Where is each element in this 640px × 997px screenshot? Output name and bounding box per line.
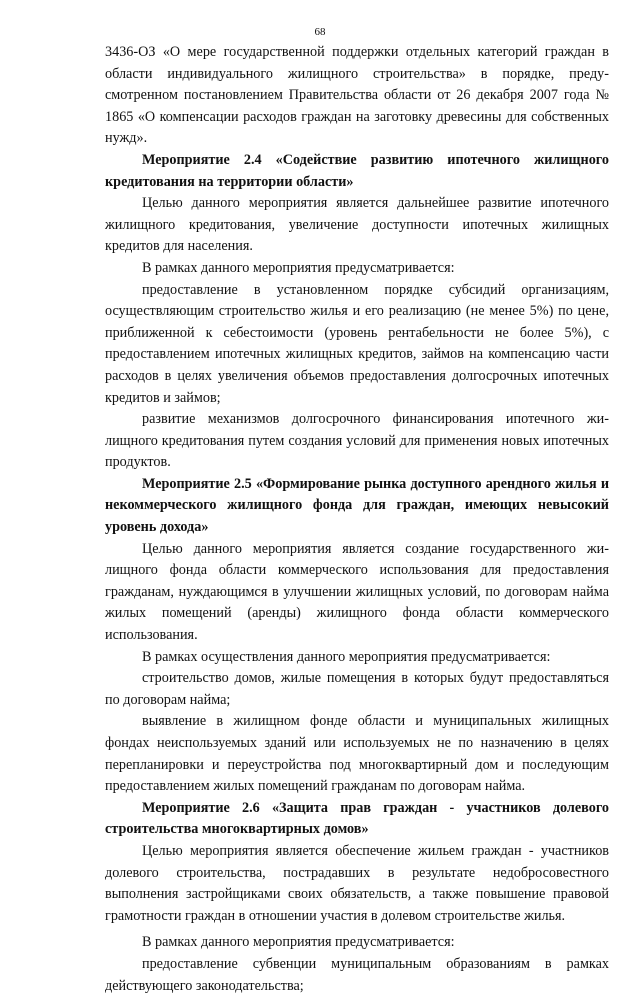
paragraph-continuation: 3436-ОЗ «О мере государственной поддержки отдельных категорий граждан в области индивидуального жилищного строительства» в порядке, предусмотренном постановлением Правительства области от 26 декабря 2007 года № 1865 «О компенсации расходов граждан на заготовку древесины для собственных нужд». — [105, 44, 609, 147]
list-item-subsidies: предоставление в установленном порядке субсидий организациям, осуществляющим строительство жилья и его реализацию (не менее 5%) по цене, приближенной к себестоимости (уровень рентабельности не более 5%), с предоставлением ипотечных жилищных кредитов, займов на компенсацию части расходов в целях увеличения объемов предоставления долгосрочных ипотечных кредитов и займов; — [105, 281, 609, 406]
list-item-identification: выявление в жилищном фонде области и муниципальных жилищных фондах неиспользуемых зданий или используемых не по назначению в целях перепланировки и переустройства под многоквартирный дом и последующим предоставлением жилых помещений гражданам по договорам найма. — [105, 713, 609, 795]
list-item-mechanisms: развитие механизмов долгосрочного финансирования ипотечного жилищного кредитования путем создания условий для применения новых ипотечных продуктов. — [105, 411, 609, 471]
list-item-construction: строительство домов, жилые помещения в которых будут предоставляться по договорам найма; — [105, 670, 609, 708]
heading-measure-2-6: Мероприятие 2.6 «Защита прав граждан - участников долевого строительства многоквартирных домов» — [105, 799, 609, 838]
document-body — [105, 42, 609, 997]
page-number: 68 — [314, 26, 326, 38]
paragraph-goal-2-4: Целью данного мероприятия является дальнейшее развитие ипотечного жилищного кредитования, увеличение доступности ипотечных жилищных кредитов для населения. — [105, 195, 609, 255]
paragraph-goal-2-5: Целью данного мероприятия является создание государственного жилищного фонда области коммерческого использования для предоставления гражданам, нуждающимся в улучшении жилищных условий, по договорам найма жилых помещений (аренды) жилищного фонда области коммерческого использования. — [105, 540, 609, 644]
list-item-subvention: предоставление субвенции муниципальным образованиям в рамках действующего законодательства; — [105, 955, 609, 994]
paragraph-goal-2-6: Целью мероприятия является обеспечение жильем граждан - участников долевого строительства, пострадавших в результате недобросовестного выполнения застройщиками своих обязательств, а также повышение правовой грамотности граждан в отношении участия в долевом строительстве жилья. — [105, 842, 609, 924]
paragraph-provides-2-5: В рамках осуществления данного мероприятия предусматривается: — [142, 648, 551, 665]
heading-measure-2-4: Мероприятие 2.4 «Содействие развитию ипотечного жилищного кредитования на территории области» — [105, 151, 609, 190]
paragraph-provides-2-4: В рамках данного мероприятия предусматривается: — [142, 259, 455, 276]
paragraph-provides-2-6: В рамках данного мероприятия предусматривается: — [142, 934, 455, 951]
heading-measure-2-5: Мероприятие 2.5 «Формирование рынка доступного арендного жилья и некоммерческого жилищного фонда для граждан, имеющих невысокий уровень дохода» — [105, 475, 609, 536]
